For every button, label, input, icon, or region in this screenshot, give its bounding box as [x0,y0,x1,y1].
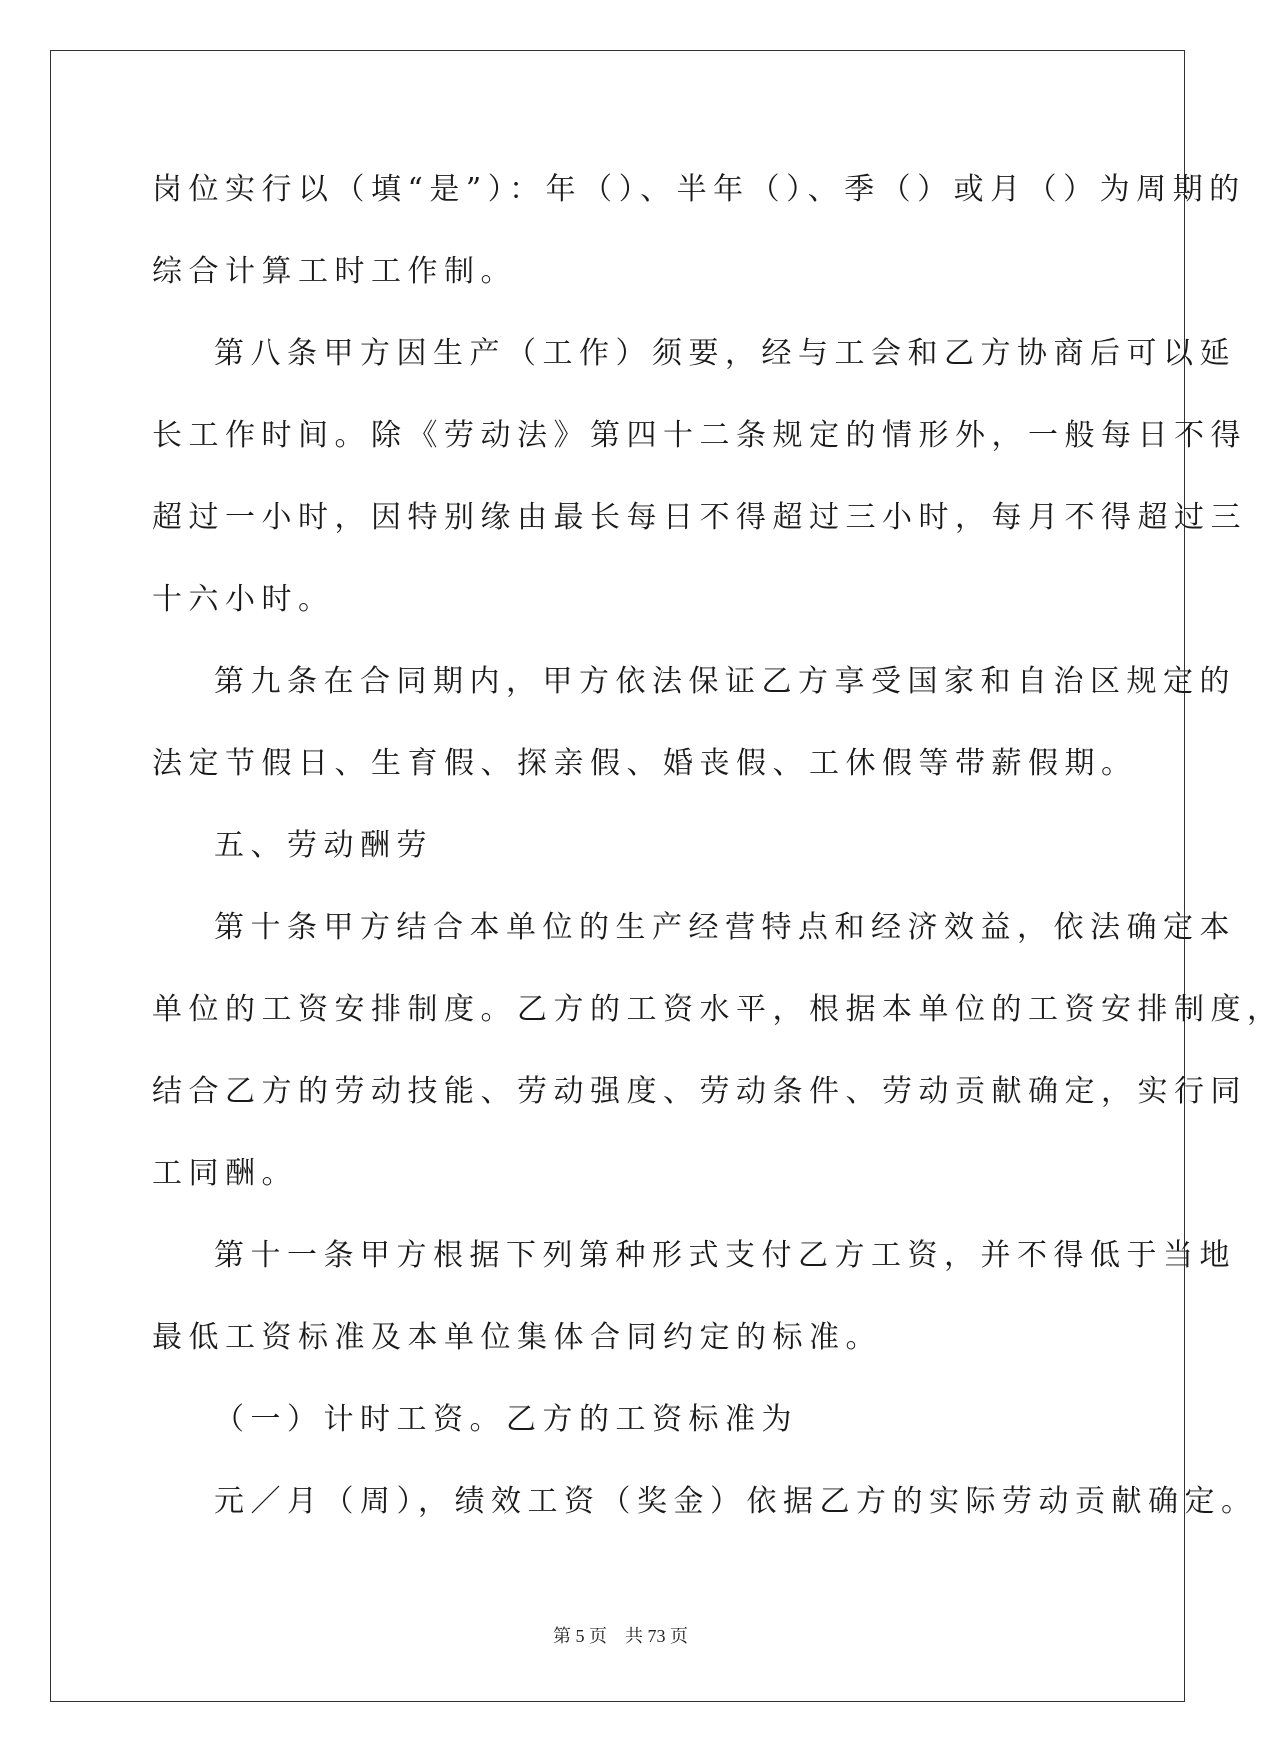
paragraph-line: 元／月（周），绩效工资（奖金）依据乙方的实际劳动贡献确定。 [214,1484,1258,1519]
paragraph-line: 十六小时。 [152,582,335,617]
document-body [152,160,1284,1554]
page-number: 第 5 页 [553,1626,607,1646]
paragraph-line: 超过一小时，因特别缘由最长每日不得超过三小时，每月不得超过三 [152,500,1247,535]
paragraph-line: 单位的工资安排制度。乙方的工资水平，根据本单位的工资安排制度， [152,992,1284,1027]
paragraph-line: 工同酬。 [152,1156,298,1191]
paragraph-line: （一）计时工资。乙方的工资标准为 [214,1402,798,1437]
section-heading: 五、劳动酬劳 [214,828,433,863]
paragraph-line: 结合乙方的劳动技能、劳动强度、劳动条件、劳动贡献确定，实行同 [152,1074,1247,1109]
paragraph-line: 最低工资标准及本单位集体合同约定的标准。 [152,1320,882,1355]
page-footer [0,1622,1241,1648]
paragraph-line: 岗位实行以（填“是”）：年（）、半年（）、季（）或月（）为周期的 [152,172,1246,207]
paragraph-line: 第九条在合同期内，甲方依法保证乙方享受国家和自治区规定的 [214,664,1236,699]
paragraph-line: 第十一条甲方根据下列第种形式支付乙方工资，并不得低于当地 [214,1238,1236,1273]
paragraph-line: 长工作时间。除《劳动法》第四十二条规定的情形外，一般每日不得 [152,418,1247,453]
paragraph-line: 法定节假日、生育假、探亲假、婚丧假、工休假等带薪假期。 [152,746,1138,781]
paragraph-line: 第十条甲方结合本单位的生产经营特点和经济效益，依法确定本 [214,910,1236,945]
paragraph-line: 综合计算工时工作制。 [152,254,517,289]
page-total: 共 73 页 [625,1626,688,1646]
paragraph-line: 第八条甲方因生产（工作）须要，经与工会和乙方协商后可以延 [214,336,1236,371]
